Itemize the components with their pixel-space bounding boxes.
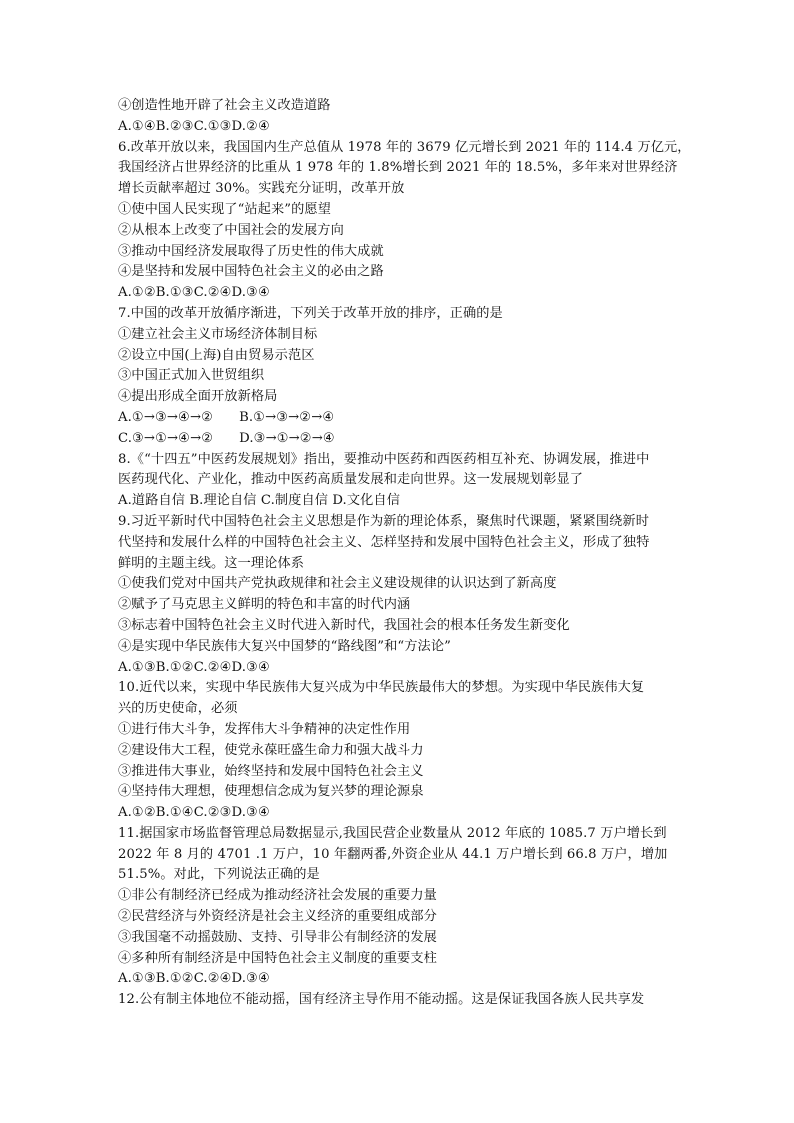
q10-choice-1: ①进行伟大斗争，发挥伟大斗争精神的决定性作用: [118, 721, 411, 737]
q5-answer-options: A.①④B.②③C.①③D.②④: [118, 118, 270, 134]
q9-choice-1: ①使我们党对中国共产党执政规律和社会主义建设规律的认识达到了新高度: [118, 576, 557, 592]
exam-page: [118, 96, 691, 1011]
q6-choice-4: ④是坚持和发展中国特色社会主义的必由之路: [118, 264, 384, 280]
q9-stem-line-3: 鲜明的主题主线。这一理论体系: [118, 555, 305, 571]
q11-answer-options: A.①③B.①②C.②④D.③④: [118, 971, 270, 987]
q10-choice-4: ④坚持伟大理想，使理想信念成为复兴梦的理论源泉: [118, 784, 424, 800]
q6-choice-2: ②从根本上改变了中国社会的发展方向: [118, 222, 344, 238]
q7-stem: 7.中国的改革开放循序渐进，下列关于改革开放的排序，正确的是: [118, 305, 503, 321]
q7-option-b: B.①→③→②→④: [239, 409, 335, 425]
q11-choice-3: ③我国毫不动摇鼓励、支持、引导非公有制经济的发展: [118, 929, 437, 945]
q10-choice-2: ②建设伟大工程，使党永葆旺盛生命力和强大战斗力: [118, 742, 424, 758]
q7-choice-4: ④提出形成全面开放新格局: [118, 389, 278, 405]
q7-option-d: D.③→①→②→④: [239, 430, 335, 446]
q9-choice-4: ④是实现中华民族伟大复兴中国梦的“路线图”和“方法论”: [118, 638, 451, 654]
q10-stem-line-1: 10.近代以来，实现中华民族伟大复兴成为中华民族最伟大的梦想。为实现中华民族伟大复: [118, 680, 645, 696]
q9-choice-2: ②赋予了马克思主义鲜明的特色和丰富的时代内涵: [118, 597, 411, 613]
q10-choice-3: ③推进伟大事业，始终坚持和发展中国特色社会主义: [118, 763, 424, 779]
q7-option-a: A.①→③→④→②: [118, 409, 214, 425]
q9-choice-3: ③标志着中国特色社会主义时代进入新时代，我国社会的根本任务发生新变化: [118, 617, 570, 633]
q11-stem-line-2: 2022 年 8 月的 4701 .1 万户，10 年翻两番,外资企业从 44.1 万户增长到 66.8 万户，增加: [118, 846, 668, 862]
q8-answer-options: A.道路自信 B.理论自信 C.制度自信 D.文化自信: [118, 493, 400, 509]
q8-stem-line-1: 8.《“十四五”中医药发展规划》指出，要推动中医药和西医药相互补充、协调发展，推进中: [118, 451, 650, 467]
q7-choice-3: ③中国正式加入世贸组织: [118, 368, 265, 384]
q9-answer-options: A.①③B.①②C.②④D.③④: [118, 659, 270, 675]
q5-choice-4: ④创造性地开辟了社会主义改造道路: [118, 98, 331, 113]
q6-stem-line-1: 6.改革开放以来，我国国内生产总值从 1978 年的 3679 亿元增长到 2021 年的 114.4 万亿元，: [118, 139, 691, 155]
q7-options-row-2: [118, 429, 688, 450]
q6-stem-line-2: 我国经济占世界经济的比重从 1 978 年的 1.8%增长到 2021 年的 18.5%，多年来对世界经济: [118, 160, 678, 176]
q9-stem-line-2: 代坚持和发展什么样的中国特色社会主义、怎样坚持和发展中国特色社会主义，形成了独特: [118, 534, 650, 550]
q10-stem-line-2: 兴的历史使命，必须: [118, 701, 238, 717]
q6-choice-1: ①使中国人民实现了“站起来”的愿望: [118, 201, 331, 217]
q10-answer-options: A.①②B.①④C.②③D.③④: [118, 805, 270, 821]
q11-stem-line-3: 51.5%。对此，下列说法正确的是: [118, 867, 320, 883]
q11-stem-line-1: 11.据国家市场监督管理总局数据显示,我国民营企业数量从 2012 年底的 1085.7 万户增长到: [118, 825, 667, 841]
q7-choice-1: ①建立社会主义市场经济体制目标: [118, 326, 318, 342]
q12-stem-line-1: 12.公有制主体地位不能动摇，国有经济主导作用不能动摇。这是保证我国各族人民共享发: [118, 992, 645, 1008]
q6-answer-options: A.①②B.①③C.②④D.③④: [118, 285, 270, 301]
q7-options-row-1: [118, 408, 688, 429]
q11-choice-4: ④多种所有制经济是中国特色社会主义制度的重要支柱: [118, 950, 437, 966]
q7-option-c: C.③→①→④→②: [118, 430, 214, 446]
q11-choice-1: ①非公有制经济已经成为推动经济社会发展的重要力量: [118, 888, 437, 904]
q9-stem-line-1: 9.习近平新时代中国特色社会主义思想是作为新的理论体系，聚焦时代课题，紧紧围绕新时: [118, 513, 649, 529]
q7-choice-2: ②设立中国(上海)自由贸易示范区: [118, 347, 315, 363]
q8-stem-line-2: 医药现代化、产业化，推动中医药高质量发展和走向世界。这一发展规划彰显了: [118, 472, 584, 488]
q11-choice-2: ②民营经济与外资经济是社会主义经济的重要组成部分: [118, 909, 437, 925]
q6-choice-3: ③推动中国经济发展取得了历史性的伟大成就: [118, 243, 384, 259]
q6-stem-line-3: 增长贡献率超过 30%。实践充分证明，改革开放: [118, 181, 405, 197]
